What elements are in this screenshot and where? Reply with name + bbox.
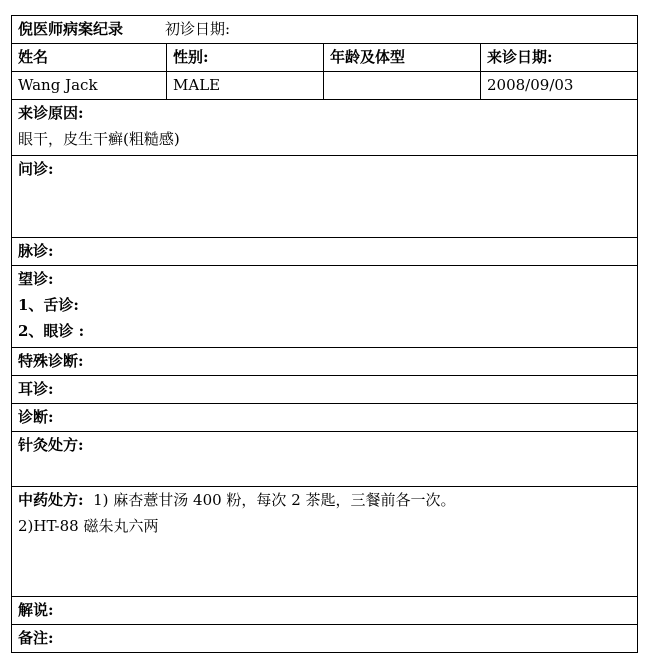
herbal-label: 中药处方: [18, 491, 84, 509]
observe-row [12, 266, 638, 348]
special-diagnosis-label: 特殊诊断: [12, 348, 638, 376]
special-diagnosis-row [12, 348, 638, 376]
diagnosis-row [12, 404, 638, 432]
patient-info-row [12, 72, 638, 100]
herbal-item-1: 1) 麻杏薏甘汤 400 粉，每次 2 茶匙，三餐前各一次。 [93, 491, 456, 509]
observe-cell [12, 266, 638, 348]
pulse-label: 脉诊: [12, 238, 638, 266]
reason-text: 眼干，皮生干癣(粗糙感) [18, 130, 180, 148]
observe-label: 望诊: [18, 270, 54, 288]
herbal-line-1 [18, 487, 631, 513]
reason-cell [12, 100, 638, 156]
explain-row [12, 597, 638, 625]
inquiry-row [12, 156, 638, 238]
notes-label: 备注: [12, 625, 638, 653]
herbal-item-2: 2)HT-88 磁朱丸六两 [18, 517, 159, 535]
herbal-row [12, 487, 638, 597]
visit-date-header: 来诊日期: [481, 44, 638, 72]
eye-label: 2、眼诊 : [18, 322, 85, 340]
inquiry-label: 问诊: [12, 156, 638, 238]
ear-row [12, 376, 638, 404]
acupuncture-label: 针灸处方: [12, 432, 638, 487]
record-title: 倪医师病案纪录 [18, 20, 124, 38]
herbal-cell [12, 487, 638, 597]
title-row [12, 16, 638, 44]
patient-visit-date: 2008/09/03 [481, 72, 638, 100]
first-visit-date-label: 初诊日期: [165, 20, 231, 38]
reason-label: 来诊原因: [18, 104, 84, 122]
diagnosis-label: 诊断: [12, 404, 638, 432]
name-header: 姓名 [12, 44, 167, 72]
reason-row [12, 100, 638, 156]
patient-age-type [324, 72, 481, 100]
age-type-header: 年龄及体型 [324, 44, 481, 72]
patient-name: Wang Jack [12, 72, 167, 100]
gender-header: 性别: [167, 44, 324, 72]
notes-row [12, 625, 638, 653]
patient-gender: MALE [167, 72, 324, 100]
acupuncture-row [12, 432, 638, 487]
tongue-label: 1、舌诊: [18, 296, 79, 314]
ear-label: 耳诊: [12, 376, 638, 404]
medical-record-form [11, 15, 638, 653]
pulse-row [12, 238, 638, 266]
explain-label: 解说: [12, 597, 638, 625]
title-cell [12, 16, 638, 44]
column-header-row [12, 44, 638, 72]
